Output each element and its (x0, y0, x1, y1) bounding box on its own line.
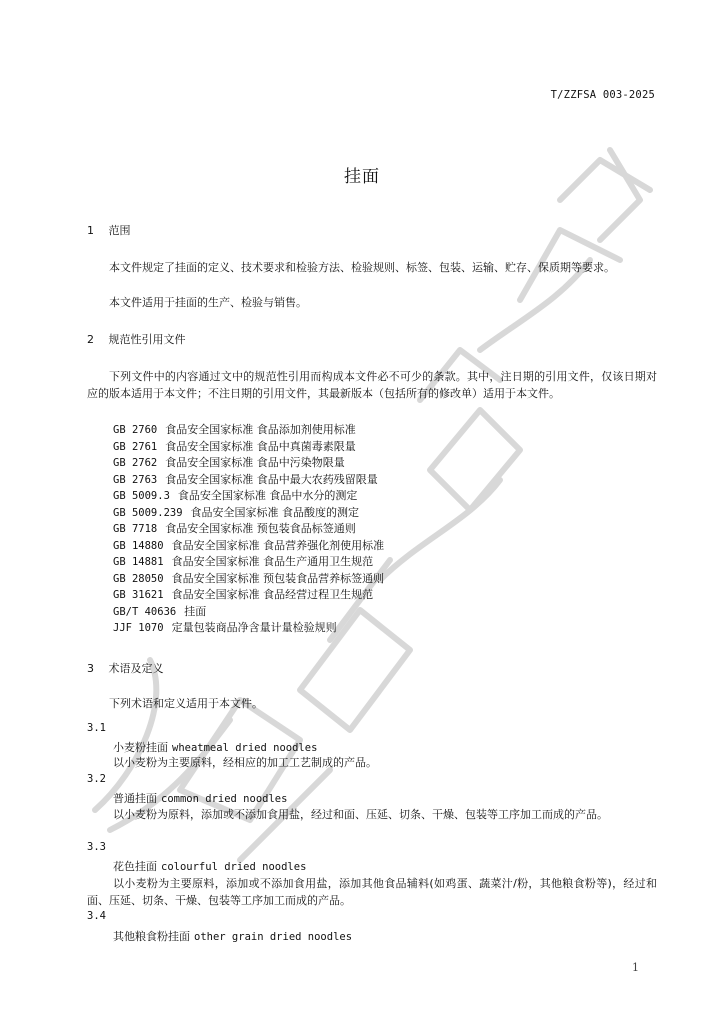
reference-code: GB 31621 (113, 589, 164, 601)
reference-title: 挂面 (184, 604, 207, 618)
term-name-zh: 花色挂面 (113, 860, 157, 873)
reference-code: GB 5009.3 (113, 490, 170, 502)
reference-code: GB 2760 (113, 424, 158, 436)
reference-item (113, 604, 384, 621)
section-title: 范围 (108, 224, 131, 237)
reference-title: 食品安全国家标准 食品中污染物限量 (165, 456, 345, 469)
reference-code: GB 5009.239 (113, 506, 183, 519)
reference-title: 食品安全国家标准 食品添加剂使用标准 (165, 423, 356, 436)
term-name-en: other grain dried noodles (194, 931, 353, 943)
term-name (113, 739, 317, 755)
reference-item (113, 439, 384, 456)
reference-item (113, 505, 384, 522)
terms-intro: 下列术语和定义适用于本文件。 (109, 697, 263, 710)
term-name-en: wheatmeal dried noodles (172, 742, 318, 754)
reference-item (113, 554, 384, 571)
term-name (113, 790, 287, 806)
reference-code: GB/T 40636 (113, 605, 177, 618)
section-3-heading (87, 660, 164, 676)
term-name-zh: 其他粮食粉挂面 (113, 930, 190, 943)
term-name-zh: 小麦粉挂面 (113, 741, 168, 754)
term-number: 3.1 (87, 722, 106, 734)
reference-code: GB 14881 (113, 556, 164, 568)
reference-code: GB 14880 (113, 539, 164, 552)
reference-title: 食品安全国家标准 食品中真菌毒素限量 (165, 439, 356, 453)
term-name-en: common dried noodles (161, 793, 288, 805)
reference-item (113, 620, 384, 637)
term-definition: 以小麦粉为主要原料，经相应的加工工艺制成的产品。 (113, 756, 377, 769)
reference-code: GB 7718 (113, 523, 158, 535)
term-number: 3.3 (87, 841, 106, 853)
document-code: T/ZZFSA 003-2025 (550, 89, 655, 101)
reference-title: 食品安全国家标准 预包装食品营养标签通则 (171, 571, 385, 585)
term-name-zh: 普通挂面 (113, 792, 157, 805)
reference-title: 食品安全国家标准 食品中最大农药残留限量 (165, 472, 378, 486)
reference-item (113, 422, 384, 439)
references-intro: 下列文件中的内容通过文中的规范性引用而构成本文件必不可少的条款。其中，注日期的引用文件，仅该日期对应的版本适用于本文件；不注日期的引用文件，其最新版本（包括所有的修改单）适用于本文件。 (87, 370, 657, 400)
reference-code: GB 2763 (113, 473, 158, 486)
document-title: 挂面 (344, 167, 380, 187)
reference-item (113, 538, 384, 555)
reference-item (113, 521, 384, 538)
reference-item (113, 571, 384, 588)
section-1-heading (87, 222, 131, 238)
reference-item (113, 587, 384, 604)
section-number: 2 (87, 333, 94, 346)
reference-item (113, 472, 384, 489)
scope-paragraph-2: 本文件适用于挂面的生产、检验与销售。 (109, 296, 307, 309)
reference-code: GB 2761 (113, 440, 158, 453)
term-number: 3.2 (87, 773, 106, 785)
reference-title: 食品安全国家标准 食品营养强化剂使用标准 (171, 538, 385, 552)
section-title: 规范性引用文件 (108, 333, 186, 346)
reference-title: 食品安全国家标准 食品经营过程卫生规范 (171, 588, 374, 601)
reference-title: 定量包装商品净含量计量检验规则 (171, 621, 337, 634)
reference-title: 食品安全国家标准 食品生产通用卫生规范 (171, 555, 374, 568)
section-2-heading (87, 331, 186, 347)
reference-code: JJF 1070 (113, 622, 164, 634)
section-number: 3 (87, 662, 94, 675)
reference-item (113, 488, 384, 505)
reference-code: GB 28050 (113, 572, 164, 585)
term-definition: 以小麦粉为原料，添加或不添加食用盐，经过和面、压延、切条、干燥、包装等工序加工而成的产品。 (113, 808, 608, 821)
reference-code: GB 2762 (113, 457, 158, 469)
section-title: 术语及定义 (108, 662, 164, 675)
term-name (113, 858, 306, 874)
reference-title: 食品安全国家标准 食品酸度的测定 (190, 505, 360, 519)
term-name (113, 928, 352, 944)
reference-title: 食品安全国家标准 食品中水分的测定 (177, 489, 358, 502)
page-number: 1 (632, 961, 639, 974)
reference-item (113, 455, 384, 472)
reference-list (113, 422, 384, 637)
section-number: 1 (87, 224, 94, 237)
scope-paragraph-1: 本文件规定了挂面的定义、技术要求和检验方法、检验规则、标签、包装、运输、贮存、保质期等要求。 (109, 261, 615, 274)
term-name-en: colourful dried noodles (161, 861, 307, 873)
term-number: 3.4 (87, 910, 106, 922)
term-definition: 以小麦粉为主要原料，添加或不添加食用盐，添加其他食品辅料(如鸡蛋、蔬菜汁/粉，其他粮食粉等)，经过和面、压延、切条、干燥、包装等工序加工而成的产品。 (87, 877, 657, 907)
reference-title: 食品安全国家标准 预包装食品标签通则 (165, 522, 356, 535)
